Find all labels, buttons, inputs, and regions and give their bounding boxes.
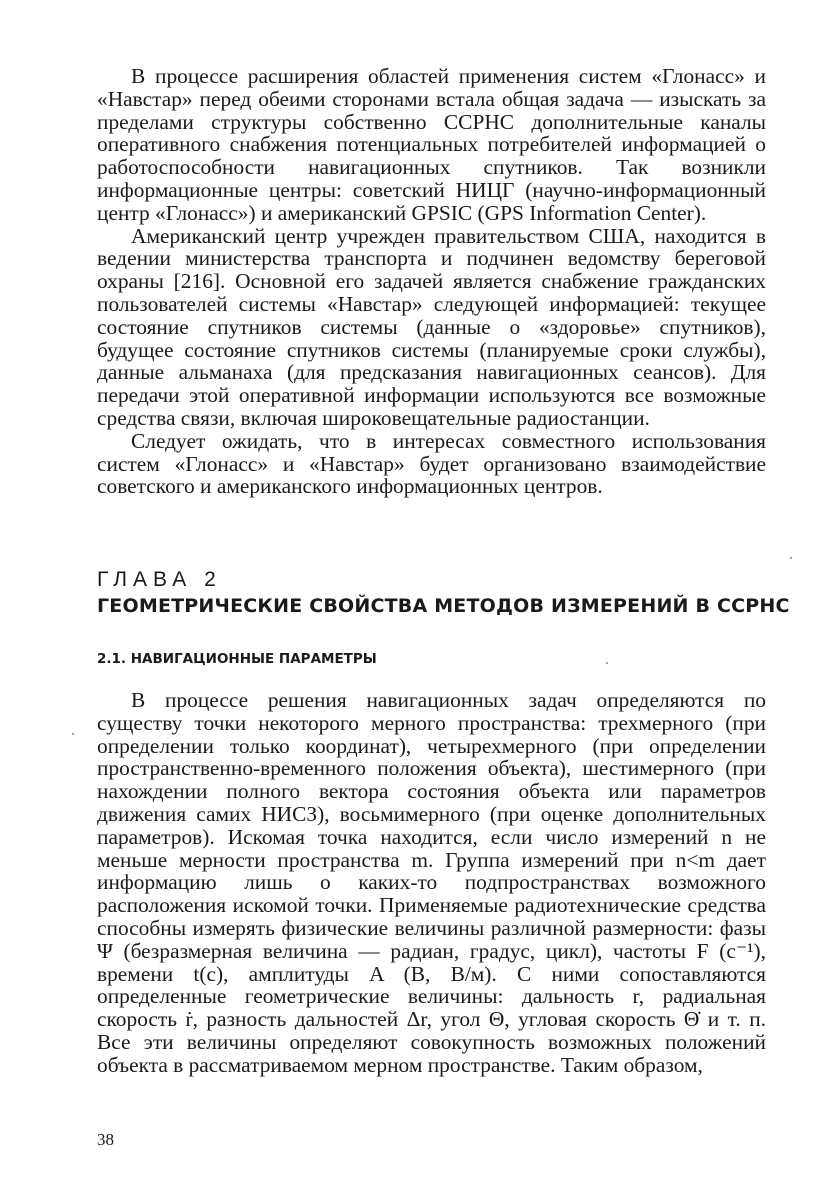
scan-speck	[72, 733, 74, 735]
scan-speck	[790, 557, 792, 559]
paragraph-navigation-parameters: В процессе решения навигационных задач определяются по существу точки некоторого мерного пространства: трехмерного (при определении только координат), четырехмерного (при определении пространственно-временного положения объекта), шестимерного (при нахождении полного вектора состояния объекта или параметров движения самих НИСЗ), восьмимерного (при оценке дополнительных параметров). Искомая точка находится, если число измерений n не меньше мерности пространства m. Группа измерений при n<m дает информацию лишь о каких-то подпространствах возможного расположения искомой точки. Применяемые радиотехнические средства способны измерять физические величины различной размерности: фазы Ψ (безразмерная величина — радиан, градус, цикл), частоты F (c⁻¹), времени t(c), амплитуды A (В, В/м). С ними сопоставляются определенные геометрические величины: дальность r, радиальная скорость ṙ, разность дальностей Δr, угол Θ, угловая скорость Θ̇ и т. п. Все эти величины определяют совокупность возможных положений объекта в рассматриваемом мерном пространстве. Таким образом,	[97, 688, 766, 1077]
section-title: 2.1. НАВИГАЦИОННЫЕ ПАРАМЕТРЫ	[97, 651, 377, 667]
paragraph-cooperation: Следует ожидать, что в интересах совместного использования систем «Глонасс» и «Навстар» будет организовано взаимодействие советского и американского информационных центров.	[97, 428, 766, 499]
paragraph-information-centers: В процессе расширения областей применения систем «Глонасс» и «Навстар» перед обеими сторонами встала общая задача — изыскать за пределами структуры собственно ССРНС дополнительные каналы оперативного снабжения потенциальных потребителей информацией о работоспособности навигационных спутников. Так возникли информационные центры: советский НИЦГ (научно-информационный центр «Глонасс») и американский GPSIC (GPS Information Center).	[97, 64, 766, 225]
page-number: 38	[97, 1130, 114, 1149]
chapter-title: ГЕОМЕТРИЧЕСКИЕ СВОЙСТВА МЕТОДОВ ИЗМЕРЕНИЙ В ССРНС	[97, 595, 790, 617]
section-text-block	[97, 689, 766, 1077]
intro-text-block	[97, 65, 766, 498]
scan-speck	[606, 662, 608, 664]
chapter-label: ГЛАВА 2	[97, 568, 222, 591]
paragraph-american-center: Американский центр учрежден правительством США, находится в ведении министерства транспорта и подчинен ведомству береговой охраны [216]. Основной его задачей является снабжение гражданских пользователей системы «Навстар» следующей информацией: текущее состояние спутников системы (данные о «здоровье» спутников), будущее состояние спутников системы (планируемые сроки службы), данные альманаха (для предсказания навигационных сеансов). Для передачи этой оперативной информации используются все возможные средства связи, включая широковещательные радиостанции.	[97, 223, 766, 430]
